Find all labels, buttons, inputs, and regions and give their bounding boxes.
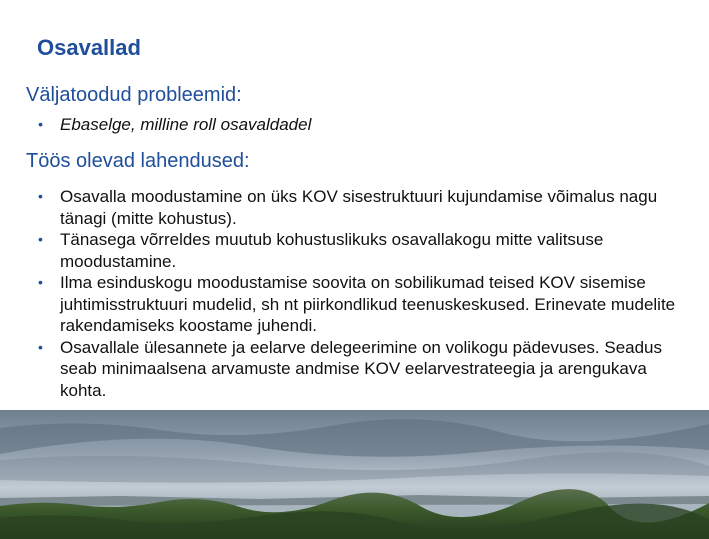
bullet-icon: • bbox=[38, 116, 43, 132]
landscape-photo bbox=[0, 410, 709, 539]
list-item: • Ilma esinduskogu moodustamise soovita on sobilikumad teised KOV sisemise juhtimisstruktuuri mudelid, sh nt piirkondlikud teenuskeskused. Erinevate mudelite rakendamiseks koostame juhendi. bbox=[38, 273, 676, 335]
list-item: • Osavallale ülesannete ja eelarve delegeerimine on volikogu pädevuses. Seadus seab minimaalsena arvamuste andmise KOV eelarvestrateegia ja arengukava kohta. bbox=[38, 337, 663, 400]
list-item: • Osavalla moodustamine on üks KOV sisestruktuuri kujundamise võimalus nagu tänagi (mitte kohustus). bbox=[38, 187, 658, 228]
problems-heading: Väljatoodud probleemid: bbox=[26, 84, 242, 106]
list-item: • Ebaselge, milline roll osavaldadel bbox=[38, 115, 312, 134]
slide-title: Osavallad bbox=[37, 35, 141, 60]
solutions-heading: Töös olevad lahendused: bbox=[26, 150, 250, 172]
list-item: • Tänasega võrreldes muutub kohustuslikuks osavallakogu mitte valitsuse moodustamine. bbox=[38, 230, 604, 271]
problems-list bbox=[26, 114, 666, 136]
bullet-icon: • bbox=[38, 338, 43, 355]
solutions-list bbox=[26, 186, 691, 401]
bullet-icon: • bbox=[38, 274, 43, 290]
bullet-icon: • bbox=[38, 231, 43, 247]
bullet-icon: • bbox=[38, 188, 43, 204]
